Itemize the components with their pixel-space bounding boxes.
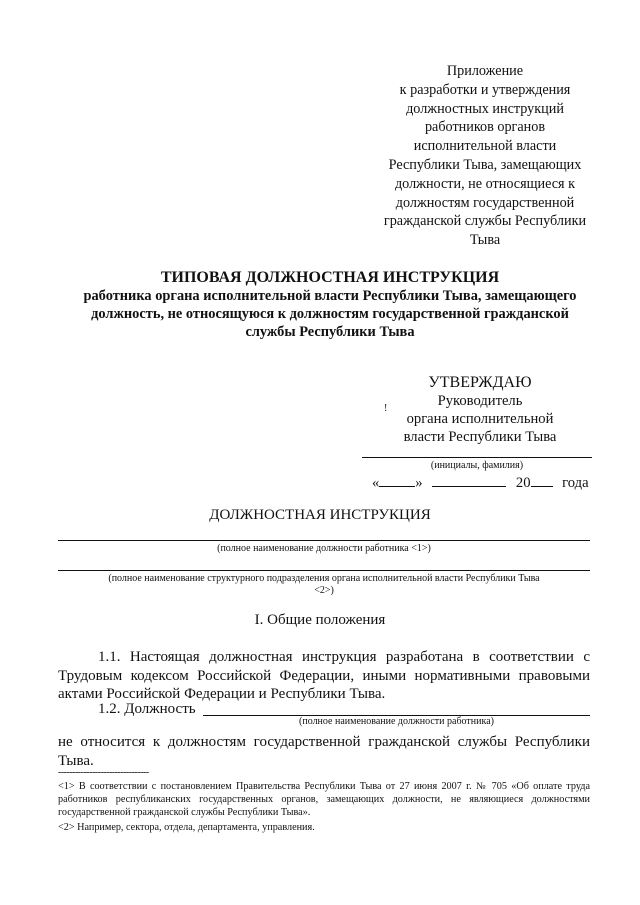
unit-caption-line: <2>)	[314, 585, 334, 596]
signature-caption: (инициалы, фамилия)	[430, 460, 524, 471]
appendix-line: к разработки и утверждения	[399, 81, 571, 98]
month-blank	[432, 474, 506, 487]
footnote-separator: --------------------------------	[58, 767, 149, 778]
unit-caption-line: (полное наименование структурного подразделения органа исполнительной власти Республики Тыва	[108, 573, 540, 584]
appendix-line: исполнительной власти	[413, 138, 557, 155]
approval-line: органа исполнительной	[406, 411, 554, 427]
paragraph-1-2-tail: не относится к должностям государственной гражданской службы Республики Тыва.	[58, 734, 590, 769]
appendix-line: должности, не относящиеся к	[394, 175, 576, 192]
appendix-line: должностных инструкций	[406, 100, 564, 117]
approval-date-line	[372, 474, 592, 492]
footnote-1: <1> В соответствии с постановлением Правительства Республики Тыва от 27 июня 2007 г. № 705 «Об оплате труда работников республиканских государственных органов, замещающих должности, не являющиеся должностями государственной гражданской службы Республики Тыва».	[58, 781, 590, 818]
approval-block	[365, 373, 595, 446]
document-title	[40, 268, 620, 341]
footnote-2: <2> Например, сектора, отдела, департамента, управления.	[58, 822, 315, 833]
title-sub-line: должность, не относящуюся к должностям государственной гражданской	[91, 306, 569, 322]
position-name-caption: (полное наименование должности работника <1>)	[217, 543, 431, 554]
day-blank	[379, 474, 415, 487]
date-century: 20	[515, 475, 531, 491]
date-word: года	[562, 475, 589, 491]
section-heading: I. Общие положения	[254, 612, 386, 628]
date-close-quote: »	[415, 475, 423, 491]
signature-line	[362, 457, 592, 458]
appendix-note	[360, 62, 610, 250]
approval-line: власти Республики Тыва	[403, 429, 557, 445]
appendix-line: Приложение	[446, 63, 524, 79]
unit-name-line	[58, 570, 590, 571]
appendix-line: работников органов	[424, 119, 546, 136]
position-label: 1.2. Должность	[98, 701, 196, 717]
approval-line: Руководитель	[437, 393, 523, 409]
appendix-line: должностям государственной	[395, 194, 575, 211]
position-blank-caption: (полное наименование должности работника)	[299, 716, 494, 727]
title-sub-line: службы Республики Тыва	[245, 324, 415, 340]
paragraph-1-1: 1.1. Настоящая должностная инструкция разработана в соответствии с Трудовым кодексом Российской Федерации, иными нормативными правовыми актами Российской Федерации и Республики Тыва.	[58, 649, 590, 702]
doc-heading: ДОЛЖНОСТНАЯ ИНСТРУКЦИЯ	[209, 507, 431, 523]
appendix-line: Тыва	[469, 232, 501, 249]
appendix-line: гражданской службы Республики	[383, 213, 587, 230]
year-blank	[531, 474, 553, 487]
position-name-line	[58, 540, 590, 541]
appendix-line: Республики Тыва, замещающих	[388, 156, 582, 173]
tick-mark: !	[384, 403, 388, 414]
title-main: ТИПОВАЯ ДОЛЖНОСТНАЯ ИНСТРУКЦИЯ	[160, 269, 500, 286]
date-open-quote: «	[372, 475, 380, 491]
approve-word: УТВЕРЖДАЮ	[428, 374, 532, 391]
title-sub-line: работника органа исполнительной власти Республики Тыва, замещающего	[83, 288, 577, 304]
unit-name-caption	[58, 573, 590, 597]
